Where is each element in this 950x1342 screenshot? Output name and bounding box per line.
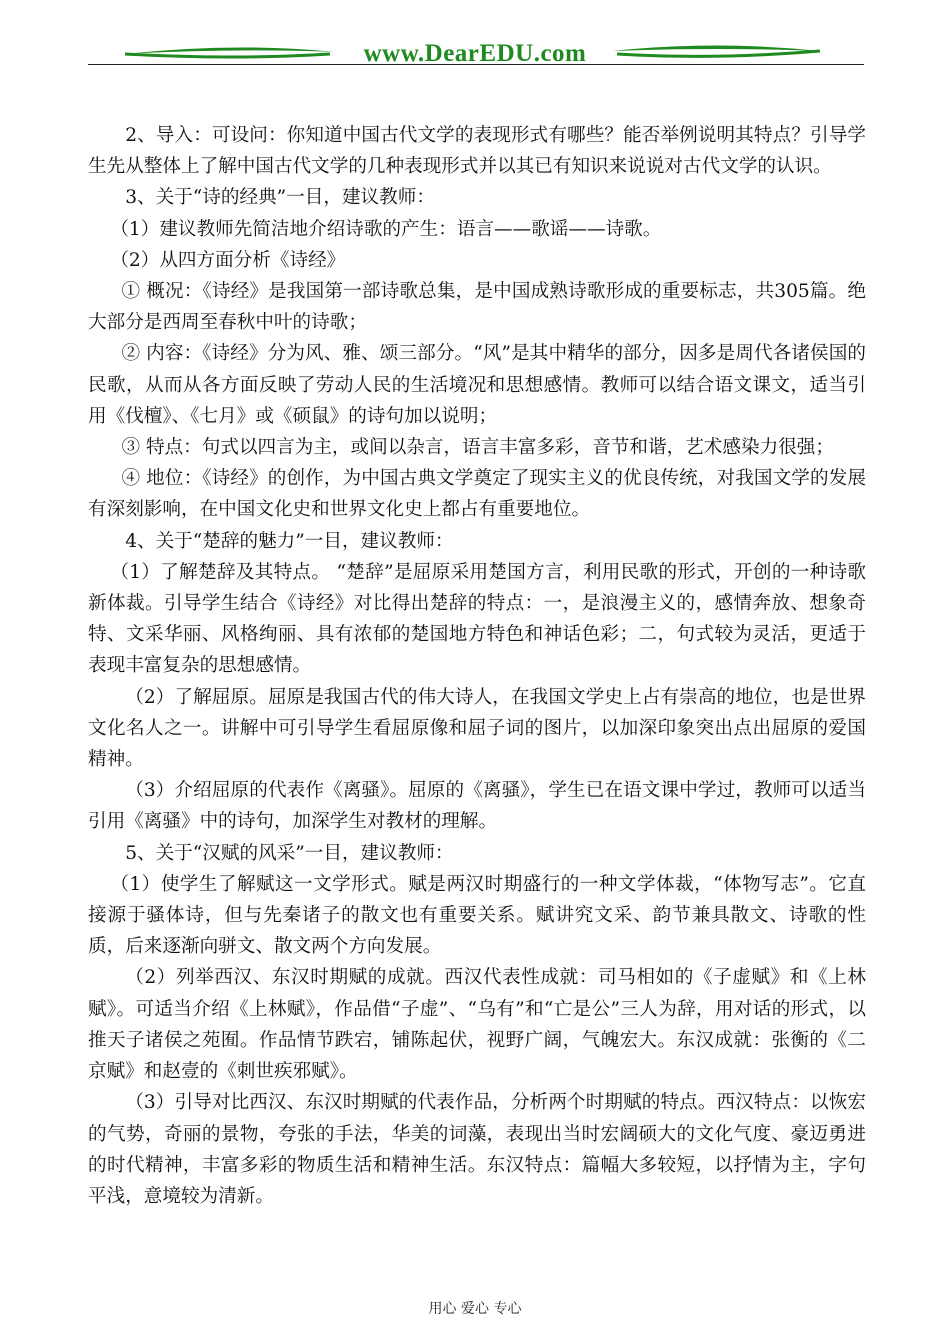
- site-logo-text: www.DearEDU.com: [363, 40, 587, 67]
- paragraph: （3）介绍屈原的代表作《离骚》。屈原的《离骚》，学生已在语文课中学过，教师可以适当引用《离骚》中的诗句，加深学生对教材的理解。: [88, 780, 866, 833]
- paragraph: （2）从四方面分析《诗经》: [110, 249, 346, 271]
- paragraph: 2、导入：可设问：你知道中国古代文学的表现形式有哪些？能否举例说明其特点？引导学生先从整体上了解中国古代文学的几种表现形式并以其已有知识来说说对古代文学的认识。: [88, 125, 866, 178]
- paragraph: ④ 地位：《诗经》的创作，为中国古典文学奠定了现实主义的优良传统，对我国文学的发展有深刻影响，在中国文化史和世界文化史上都占有重要地位。: [88, 468, 866, 521]
- page-footer: 用心 爱心 专心: [428, 1301, 522, 1317]
- paragraph: 4、关于“楚辞的魅力”一目，建议教师：: [125, 530, 454, 552]
- paragraph: ① 概况：《诗经》是我国第一部诗歌总集，是中国成熟诗歌形成的重要标志，共305篇。绝大部分是西周至春秋中叶的诗歌；: [88, 281, 866, 334]
- paragraph: （1）使学生了解赋这一文学形式。赋是两汉时期盛行的一种文学体裁，“体物写志”。它直接源于骚体诗，但与先秦诸子的散文也有重要关系。赋讲究文采、韵节兼具散文、诗歌的性质，后来逐渐向骈文、散文两个方向发展。: [88, 873, 866, 958]
- document-body: [88, 120, 866, 1212]
- header-rule: [88, 64, 864, 65]
- paragraph: （1）建议教师先简洁地介绍诗歌的产生：语言——歌谣——诗歌。: [110, 218, 662, 240]
- paragraph: ③ 特点：句式以四言为主，或间以杂言，语言丰富多彩，音节和谐，艺术感染力很强；: [121, 437, 834, 459]
- page-header: [85, 38, 865, 72]
- paragraph: （2）列举西汉、东汉时期赋的成就。西汉代表性成就：司马相如的《子虚赋》和《上林赋》。可适当介绍《上林赋》，作品借“子虚”、“乌有”和“亡是公”三人为辞，用对话的形式，以推天子诸侯之苑囿。作品情节跌宕，铺陈起伏，视野广阔，气魄宏大。东汉成就：张衡的《二京赋》和赵壹的《刺世疾邪赋》。: [88, 967, 866, 1083]
- paragraph: ② 内容：《诗经》分为风、雅、颂三部分。“风”是其中精华的部分，因多是周代各诸侯国的民歌，从而从各方面反映了劳动人民的生活境况和思想感情。教师可以结合语文课文，适当引用《伐檀》、《七月》或《硕鼠》的诗句加以说明；: [88, 343, 866, 427]
- paragraph: （2）了解屈原。屈原是我国古代的伟大诗人，在我国文学史上占有崇高的地位，也是世界文化名人之一。讲解中可引导学生看屈原像和屈子词的图片，以加深印象突出点出屈原的爱国精神。: [88, 686, 866, 771]
- paragraph: 5、关于“汉赋的风采”一目，建议教师：: [125, 842, 454, 864]
- paragraph: 3、关于“诗的经典”一目，建议教师：: [125, 187, 435, 209]
- paragraph: （3）引导对比西汉、东汉时期赋的代表作品，分析两个时期赋的特点。西汉特点：以恢宏的气势，奇丽的景物，夸张的手法，华美的词藻，表现出当时宏阔硕大的文化气度、豪迈勇进的时代精神，丰富多彩的物质生活和精神生活。东汉特点：篇幅大多较短，以抒情为主，字句平浅，意境较为清新。: [88, 1092, 866, 1207]
- paragraph: （1）了解楚辞及其特点。 “楚辞”是屈原采用楚国方言，利用民歌的形式，开创的一种诗歌新体裁。引导学生结合《诗经》对比得出楚辞的特点：一，是浪漫主义的，感情奔放、想象奇特、文采华丽、风格绚丽、具有浓郁的楚国地方特色和神话色彩；二，句式较为灵活，更适于表现丰富复杂的思想感情。: [88, 561, 866, 677]
